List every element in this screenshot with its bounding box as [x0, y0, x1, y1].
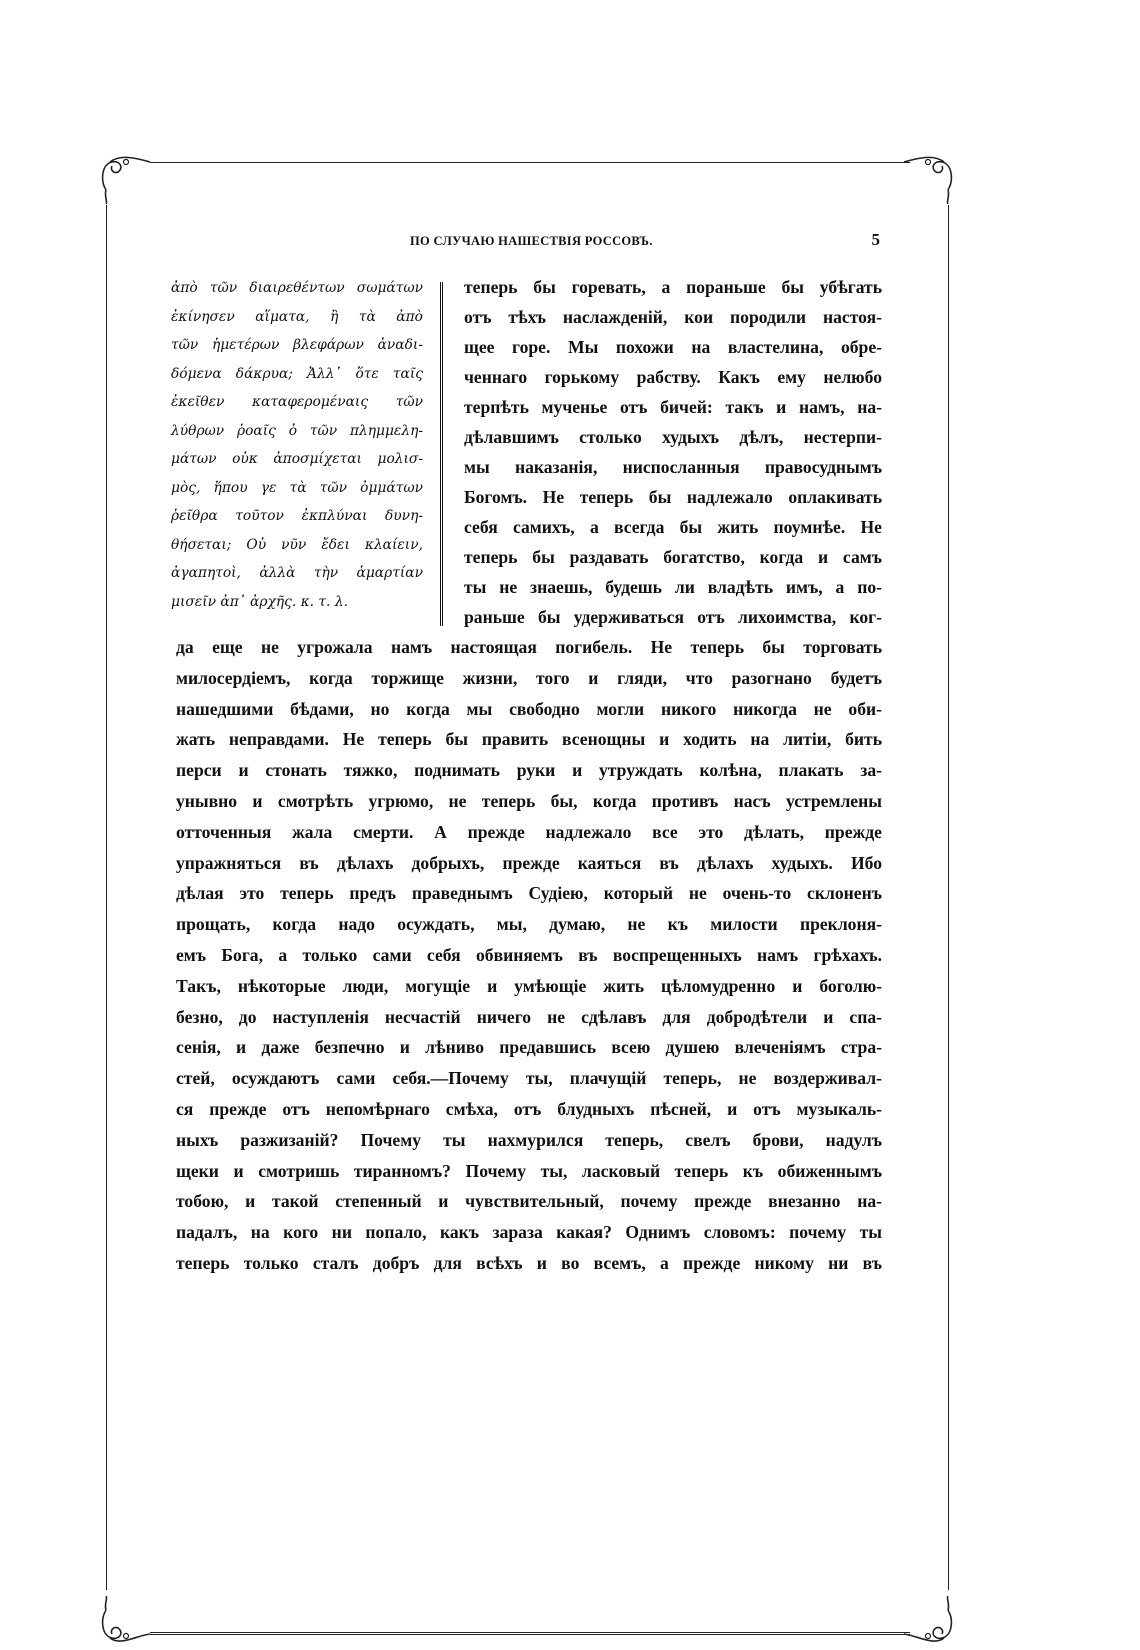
- greek-line: θήσεται; Οὐ νῦν ἔδει κλαίειν,: [171, 536, 423, 553]
- text-line: емъ Бога, а только сами себя обвиняемъ въ воспрещенныхъ намъ грѣхахъ.: [176, 944, 882, 965]
- text-line: Такъ, нѣкоторые люди, могущіе и умѣющіе жить цѣломудренно и боголю-: [176, 975, 882, 996]
- text-line: себя самихъ, а всегда бы жить поумнѣе. Не: [464, 517, 882, 537]
- corner-ornament-top-right-icon: [904, 150, 958, 204]
- greek-line: ἐκίνησεν αἵματα, ἢ τὰ ἀπὸ: [171, 308, 423, 325]
- greek-footnote: [171, 274, 423, 616]
- text-line: упражняться въ дѣлахъ добрыхъ, прежде каяться въ дѣлахъ худыхъ. Ибо: [176, 852, 882, 873]
- text-line: жать неправдами. Не теперь бы править всенощны и ходить на литіи, бить: [176, 729, 882, 750]
- text-line: нашедшими бѣдами, но когда мы свободно могли никого никогда не оби-: [176, 698, 882, 719]
- text-line: ся прежде отъ непомѣрнаго смѣха, отъ блудныхъ пѣсней, и отъ музыкаль-: [176, 1098, 882, 1119]
- text-line: да еще не угрожала намъ настоящая погибель. Не теперь бы торговать: [176, 637, 882, 657]
- text-line: теперь только сталъ добръ для всѣхъ и во всемъ, а прежде никому ни въ: [176, 1252, 882, 1273]
- greek-line: τῶν ἡμετέρων βλεφάρων ἀναδι-: [171, 337, 423, 353]
- text-line: ныхъ разжизаній? Почему ты нахмурился теперь, свелъ брови, надулъ: [176, 1129, 882, 1150]
- column-divider: [440, 282, 443, 626]
- text-line: тобою, и такой степенный и чувствительный, почему прежде внезанно на-: [176, 1191, 882, 1212]
- text-line: стей, осуждаютъ сами себя.—Почему ты, плачущій теперь, не воздерживал-: [176, 1068, 882, 1089]
- text-line: щеки и смотришь тиранномъ? Почему ты, ласковый теперь къ обиженнымъ: [176, 1160, 882, 1181]
- corner-ornament-bottom-left-icon: [96, 1596, 150, 1650]
- text-line: прощать, когда надо осуждать, мы, думаю, не къ милости преклоня-: [176, 914, 882, 935]
- greek-line: μισεῖν ἀπ᾽ ἀρχῆς. κ. τ. λ.: [171, 593, 348, 610]
- greek-line: ἀγαπητοὶ, ἀλλὰ τὴν ἁμαρτίαν: [171, 565, 423, 581]
- text-line: дѣлавшимъ столько худыхъ дѣлъ, нестерпи-: [464, 427, 882, 447]
- text-line: безно, до наступленія несчастій ничего не сдѣлавъ для добродѣтели и спа-: [176, 1006, 882, 1027]
- running-head: ПО СЛУЧАЮ НАШЕСТВІЯ РОССОВЪ.: [410, 234, 653, 248]
- text-line: перси и стонать тяжко, поднимать руки и утруждать колѣна, плакать за-: [176, 760, 882, 781]
- text-line: сенія, и даже безпечно и лѣниво предавшись всею душею влеченіямъ стра-: [176, 1037, 882, 1058]
- text-line: терпѣть мученье отъ бичей: такъ и намъ, на-: [464, 397, 882, 417]
- greek-line: μὸς, ἥπου γε τὰ τῶν ὀμμάτων: [171, 479, 423, 496]
- page-number: 5: [871, 230, 880, 249]
- corner-ornament-bottom-right-icon: [904, 1596, 958, 1650]
- text-line: дѣлая это теперь предъ праведнымъ Судіею, который не очень-то склоненъ: [176, 883, 882, 904]
- page-header: [160, 230, 880, 254]
- text-line: раньше бы удерживаться отъ лихоимства, ког-: [464, 607, 882, 627]
- text-line: ченнаго горькому рабству. Какъ ему нелюбо: [464, 367, 882, 387]
- text-line: теперь бы горевать, а пораньше бы убѣгать: [464, 277, 882, 297]
- greek-line: δόμενα δάκρυα; Ἀλλ᾽ ὅτε ταῖς: [171, 365, 423, 382]
- frame-top-rule: [150, 162, 910, 163]
- frame-bottom-rule-main: [150, 1632, 910, 1633]
- greek-line: λύθρων ῥοαῖς ὁ τῶν πλημμελη-: [171, 422, 423, 439]
- text-line: отъ тѣхъ наслажденій, кои породили настоя-: [464, 307, 882, 327]
- corner-ornament-top-left-icon: [96, 150, 150, 204]
- frame-bottom-rule-visible: [150, 1634, 910, 1635]
- right-column-text: [464, 272, 882, 632]
- greek-line: ἀπὸ τῶν διαιρεθέντων σωμάτων: [171, 280, 423, 296]
- text-line: теперь бы раздавать богатство, когда и самъ: [464, 547, 882, 567]
- text-line: Богомъ. Не теперь бы надлежало оплакивать: [464, 487, 882, 507]
- text-line: унывно и смотрѣть угрюмо, не теперь бы, когда противъ насъ устремлены: [176, 790, 882, 811]
- text-line: мы наказанія, ниспосланныя правосуднымъ: [464, 457, 882, 477]
- greek-line: μάτων οὐκ ἀποσμίχεται μολισ-: [171, 451, 423, 467]
- greek-line: ῥεῖθρα τοῦτον ἐκπλύναι δυνη-: [171, 508, 423, 524]
- text-line: ты не знаешь, будешь ли владѣть имъ, а по-: [464, 577, 882, 597]
- greek-line: ἐκεῖθεν καταφερομέναις τῶν: [171, 394, 423, 410]
- text-line: милосердіемъ, когда торжище жизни, того и гляди, что разогнано будетъ: [176, 667, 882, 688]
- text-line: отточенныя жала смерти. А прежде надлежало все это дѣлать, прежде: [176, 821, 882, 842]
- frame-right-rule: [948, 205, 949, 1590]
- frame-left-rule: [106, 205, 107, 1590]
- text-line: щее горе. Мы похожи на властелина, обре-: [464, 337, 882, 357]
- text-line: падалъ, на кого ни попало, какъ зараза какая? Однимъ словомъ: почему ты: [176, 1222, 882, 1243]
- body-text: [176, 632, 882, 1279]
